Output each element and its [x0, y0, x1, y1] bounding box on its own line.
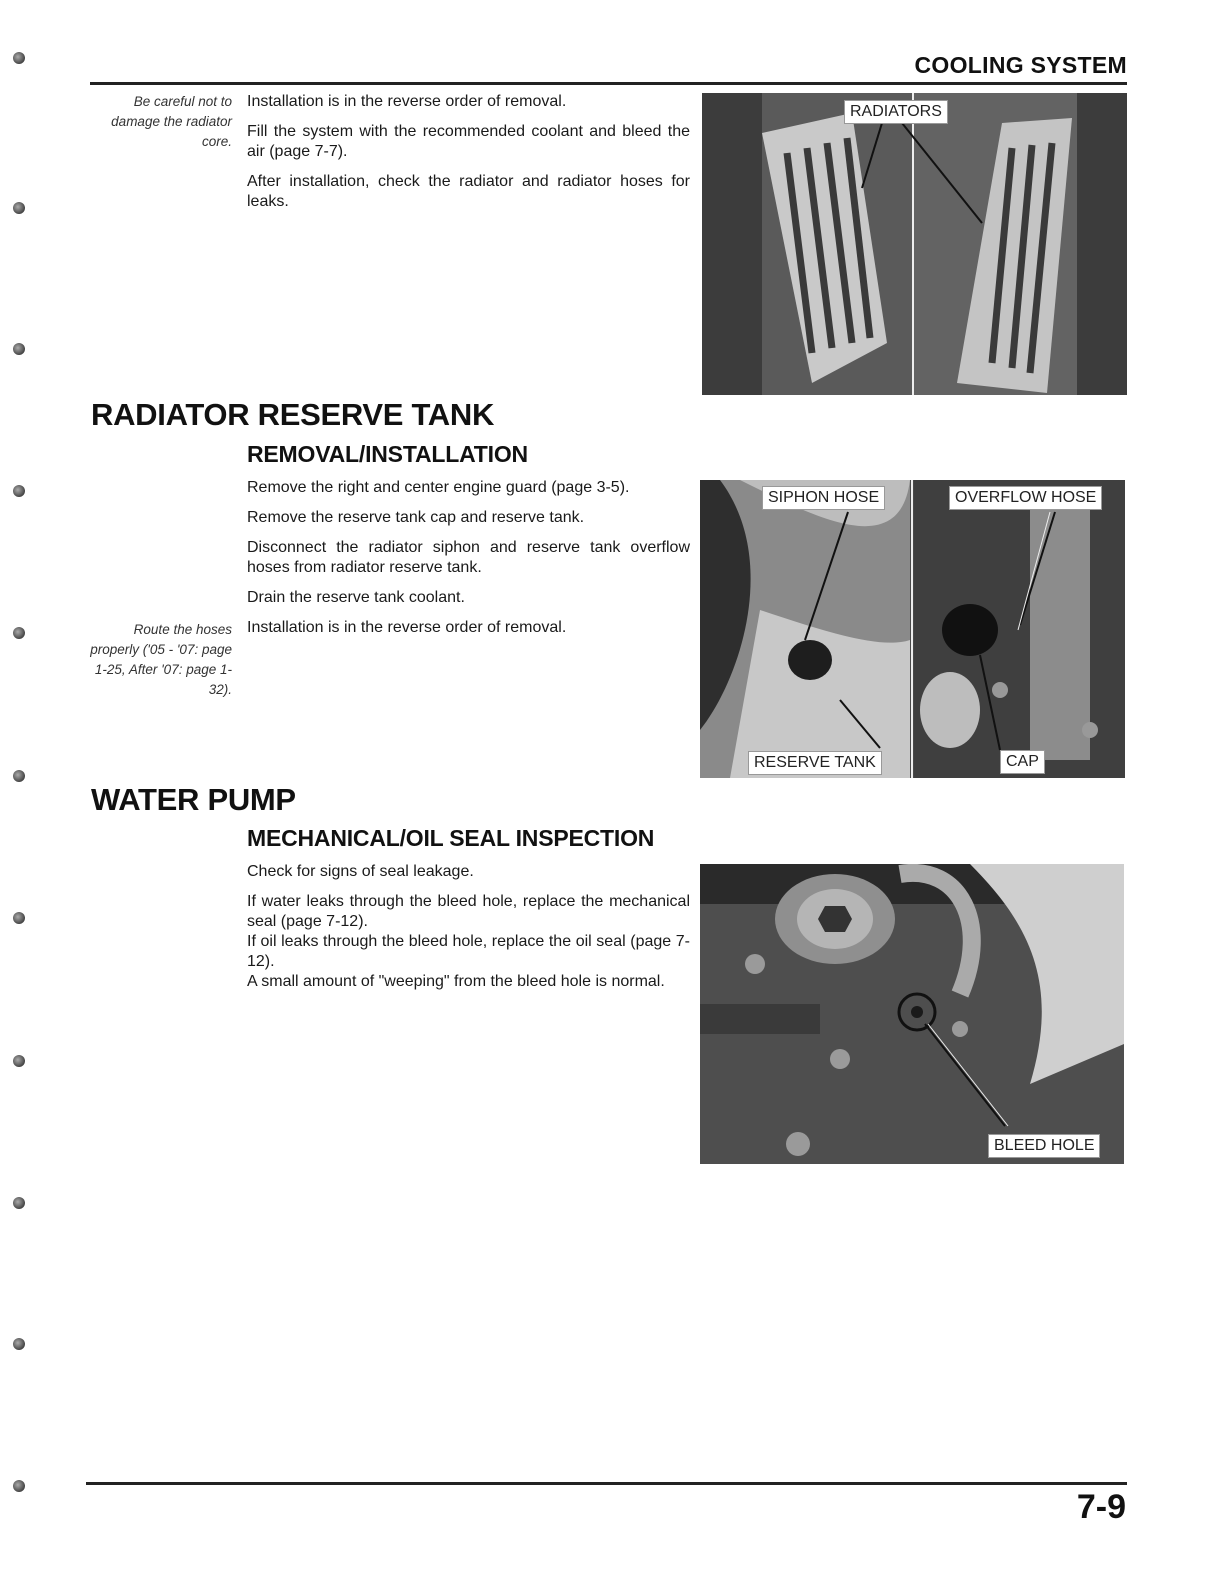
- label-overflow-hose: OVERFLOW HOSE: [949, 486, 1102, 510]
- binder-hole: [13, 52, 25, 64]
- paragraph: Remove the reserve tank cap and reserve tank.: [247, 509, 585, 526]
- label-cap: CAP: [1000, 750, 1045, 774]
- reserve-tank-illustration: [700, 480, 1125, 778]
- subheading-seal-inspection: MECHANICAL/OIL SEAL INSPECTION: [247, 825, 655, 851]
- binder-hole: [13, 202, 25, 214]
- subheading-removal-installation: REMOVAL/INSTALLATION: [247, 441, 528, 467]
- radiators-photo: [702, 93, 1127, 395]
- paragraph: Fill the system with the recommended coolant and bleed the air (page 7-7).: [247, 123, 690, 160]
- footer-rule: [86, 1482, 1127, 1485]
- binder-hole: [13, 912, 25, 924]
- radiator-install-text: [247, 92, 690, 222]
- section-heading-reserve-tank: RADIATOR RESERVE TANK: [91, 397, 495, 432]
- binder-hole: [13, 1055, 25, 1067]
- paragraph: A small amount of "weeping" from the bleed hole is normal.: [247, 973, 665, 990]
- paragraph: After installation, check the radiator and radiator hoses for leaks.: [247, 173, 690, 210]
- paragraph: Disconnect the radiator siphon and reserve tank overflow hoses from radiator reserve tank.: [247, 539, 690, 576]
- binder-hole: [13, 770, 25, 782]
- water-pump-illustration: [700, 864, 1124, 1164]
- reserve-tank-text: [247, 478, 690, 648]
- water-pump-photo: [700, 864, 1124, 1164]
- label-radiators: RADIATORS: [844, 100, 948, 124]
- binder-hole: [13, 627, 25, 639]
- binder-hole: [13, 343, 25, 355]
- paragraph: Installation is in the reverse order of removal.: [247, 619, 567, 636]
- radiators-illustration: [702, 93, 1127, 395]
- binder-hole: [13, 485, 25, 497]
- label-siphon-hose: SIPHON HOSE: [762, 486, 885, 510]
- reserve-tank-photo: [700, 480, 1125, 778]
- page-number: 7-9: [1076, 1488, 1126, 1526]
- section-heading-water-pump: WATER PUMP: [91, 782, 296, 817]
- binder-hole: [13, 1338, 25, 1350]
- paragraph: If oil leaks through the bleed hole, replace the oil seal (page 7-12).: [247, 933, 690, 970]
- label-bleed-hole: BLEED HOLE: [988, 1134, 1100, 1158]
- paragraph: If water leaks through the bleed hole, replace the mechanical seal (page 7-12).: [247, 893, 690, 930]
- label-reserve-tank: RESERVE TANK: [748, 751, 882, 775]
- paragraph: Installation is in the reverse order of removal.: [247, 93, 567, 110]
- paragraph: Remove the right and center engine guard (page 3-5).: [247, 479, 630, 496]
- radiator-side-note: Be careful not to damage the radiator core.: [111, 94, 232, 149]
- route-hoses-side-note: Route the hoses properly ('05 - '07: page 1-25, After '07: page 1-32).: [90, 622, 232, 697]
- binder-hole: [13, 1197, 25, 1209]
- binder-hole: [13, 1480, 25, 1492]
- paragraph: Drain the reserve tank coolant.: [247, 589, 465, 606]
- header-rule: [90, 82, 1127, 85]
- water-pump-text: [247, 862, 690, 992]
- paragraph: Check for signs of seal leakage.: [247, 863, 474, 880]
- section-title: COOLING SYSTEM: [914, 52, 1127, 78]
